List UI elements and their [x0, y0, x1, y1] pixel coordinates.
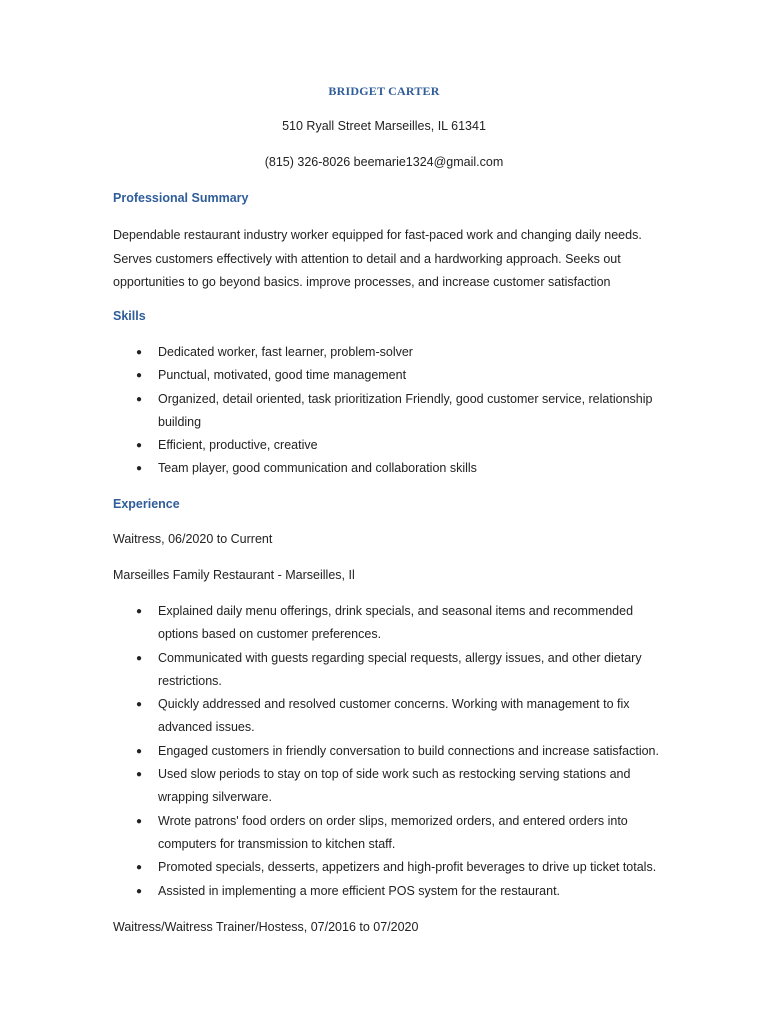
skills-heading: Skills	[113, 309, 146, 323]
job-title: Waitress/Waitress Trainer/Hostess, 07/2016 to 07/2020	[113, 920, 419, 934]
job-employer: Marseilles Family Restaurant - Marseilles, Il	[113, 568, 355, 582]
duty-item	[113, 856, 661, 879]
skills-list	[113, 341, 661, 481]
bullet-icon: ●	[136, 347, 143, 358]
bullet-icon: ●	[136, 862, 143, 874]
summary-heading: Professional Summary	[113, 191, 249, 205]
summary-paragraph: Dependable restaurant industry worker equipped for fast-paced work and changing daily needs. Serves customers effectively with attention to detail and a hardworking approach. Seeks out opportunities to go beyond basics. improve processes, and increase customer satisfaction	[113, 228, 642, 289]
duty-text: Used slow periods to stay on top of side work such as restocking serving stations and wrapping silverware.	[158, 767, 631, 805]
bullet-icon: ●	[136, 393, 143, 405]
duty-text: Wrote patrons' food orders on order slips, memorized orders, and entered orders into computers for transmission to kitchen staff.	[158, 813, 628, 851]
job-duties-list	[113, 600, 661, 903]
experience-heading: Experience	[113, 497, 180, 511]
bullet-icon: ●	[136, 463, 143, 475]
duty-item	[113, 763, 661, 810]
duty-text: Promoted specials, desserts, appetizers and high-profit beverages to drive up ticket totals.	[158, 860, 657, 875]
duty-item	[113, 880, 661, 903]
duty-item	[113, 600, 661, 647]
bullet-icon: ●	[136, 440, 143, 452]
skill-text: Efficient, productive, creative	[158, 438, 318, 453]
bullet-icon: ●	[136, 606, 143, 617]
bullet-icon: ●	[136, 370, 143, 382]
skill-text: Punctual, motivated, good time management	[158, 368, 407, 383]
candidate-name: BRIDGET CARTER	[328, 84, 440, 98]
address-line: 510 Ryall Street Marseilles, IL 61341	[282, 119, 486, 133]
duty-item	[113, 810, 661, 857]
skill-item	[113, 388, 661, 435]
duty-text: Engaged customers in friendly conversation to build connections and increase satisfaction.	[158, 743, 659, 758]
skill-text: Team player, good communication and collaboration skills	[158, 461, 477, 476]
contact-line: (815) 326-8026 beemarie1324@gmail.com	[264, 155, 504, 169]
bullet-icon: ●	[136, 769, 143, 781]
duty-item	[113, 647, 661, 694]
skill-text: Organized, detail oriented, task prioritization Friendly, good customer service, relationship building	[158, 391, 653, 429]
bullet-icon: ●	[136, 699, 143, 711]
duty-item	[113, 693, 661, 740]
duty-text: Explained daily menu offerings, drink specials, and seasonal items and recommended options based on customer preferences.	[158, 604, 634, 642]
bullet-icon: ●	[136, 885, 143, 897]
duty-item	[113, 740, 661, 763]
duty-text: Quickly addressed and resolved customer concerns. Working with management to fix advanced issues.	[158, 697, 630, 735]
skill-item	[113, 457, 661, 480]
bullet-icon: ●	[136, 745, 143, 757]
skill-item	[113, 364, 661, 387]
bullet-icon: ●	[136, 652, 143, 664]
job-title: Waitress, 06/2020 to Current	[113, 532, 273, 546]
skill-text: Dedicated worker, fast learner, problem-solver	[158, 345, 413, 359]
duty-text: Communicated with guests regarding special requests, allergy issues, and other dietary restrictions.	[158, 650, 642, 688]
skill-item	[113, 341, 661, 364]
bullet-icon: ●	[136, 815, 143, 827]
skill-item	[113, 434, 661, 457]
duty-text: Assisted in implementing a more efficient POS system for the restaurant.	[158, 883, 561, 898]
